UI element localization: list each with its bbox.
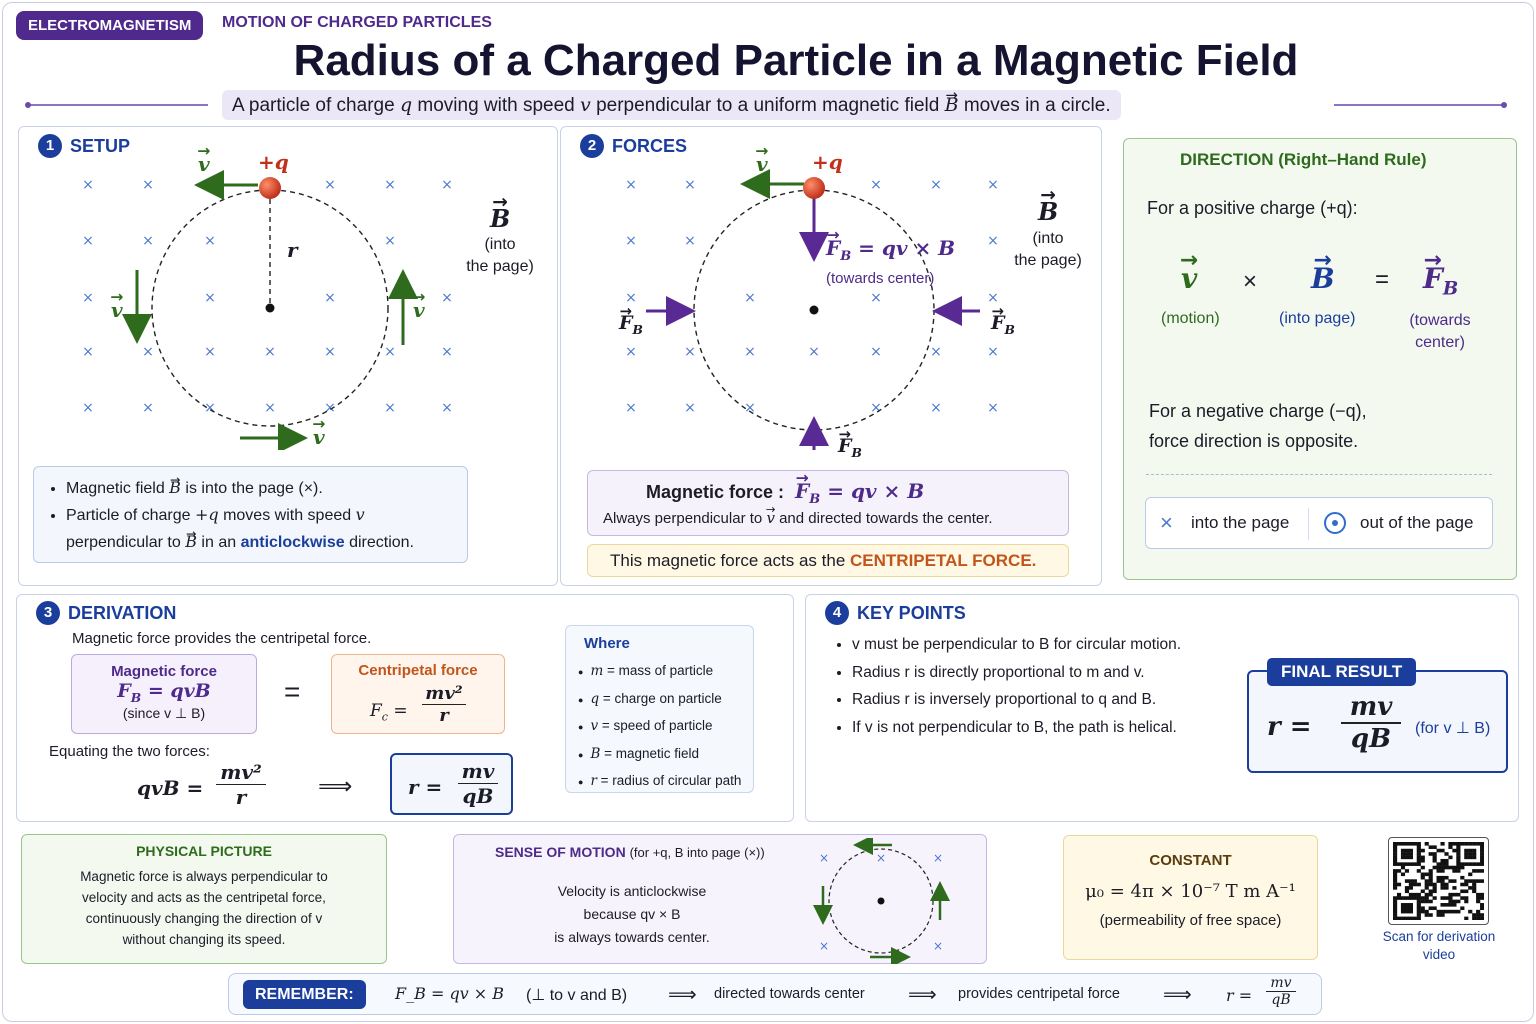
svg-text:×: × [142,177,154,193]
svg-text:×: × [987,177,999,193]
qr-code[interactable] [1388,837,1489,925]
force-label-left: → $F_B$ [619,312,643,337]
physical-picture-box [21,834,387,964]
svg-text:×: × [82,344,94,360]
velocity-label-right: → v [413,298,425,322]
subtopic-label: MOTION OF CHARGED PARTICLES [222,14,492,31]
centripetal-force-card: Centripetal force $F_c$ = mv² r [331,654,505,734]
svg-text:×: × [625,177,637,193]
svg-text:×: × [625,344,637,360]
b-field-note: (into the page) [466,236,534,275]
remember-step-1: directed towards center [714,986,865,1002]
svg-text:×: × [264,400,276,416]
remember-radius-fraction: mv qB [1266,975,1296,1008]
svg-text:×: × [82,177,94,193]
remember-label: REMEMBER: [243,980,366,1009]
svg-text:×: × [204,233,216,249]
svg-text:×: × [441,177,453,193]
rhr-equals: = [1375,266,1390,293]
where-item: ● q = charge on particle [578,690,722,707]
b-field-note: (into the page) [1014,230,1082,269]
qr-caption: Scan for derivation video [1382,929,1496,962]
where-list [578,658,741,796]
final-result-box: r = mv qB (for v ⊥ B) [1247,670,1508,773]
towards-center-note: (towards center) [826,270,935,287]
svg-text:×: × [384,400,396,416]
key-point: • Radius r is directly proportional to m and v. [852,659,1181,687]
rhr-field-note: (into page) [1279,310,1356,327]
forces-diagram [600,150,1020,450]
where-item: ● m = mass of particle [578,663,714,679]
svg-text:×: × [987,344,999,360]
rhr-force-note: (towards center) [1409,312,1471,351]
where-item: ● B = magnetic field [578,745,700,762]
key-point: • v must be perpendicular to B for circular motion. [852,631,1181,659]
b-field-label: → B [490,204,510,233]
charge-label: +q [258,150,289,174]
svg-text:×: × [744,400,756,416]
setup-heading: 1 SETUP [38,134,130,158]
setup-note: • Magnetic field → B is into the page (×). [66,475,467,502]
positive-charge-text: For a positive charge (+q): [1147,198,1358,218]
svg-text:×: × [82,400,94,416]
key-point: • If v is not perpendicular to B, the path is helical. [852,714,1181,742]
remember-arrow: ⟹ [908,984,937,1006]
where-item: ● v = speed of particle [578,718,713,734]
equating-text: Equating the two forces: [49,743,210,760]
svg-text:×: × [142,344,154,360]
radius-label: r [287,238,298,262]
rhr-force: → $F_B$ [1423,262,1458,300]
physical-picture-line: velocity and acts as the centripetal force, [82,890,326,905]
svg-text:×: × [870,400,882,416]
final-result-label: FINAL RESULT [1267,658,1416,686]
out-of-page-label: out of the page [1360,513,1474,532]
into-page-icon: × [1160,510,1173,535]
svg-text:×: × [384,233,396,249]
subtitle-statement: A particle of charge q moving with speed v perpendicular to a uniform magnetic field → B moves in a circle. [222,90,1121,120]
velocity-label-bottom: → v [313,425,325,449]
force-label-right: → $F_B$ [991,312,1015,337]
remember-force-note: (⊥ to v and B) [526,987,628,1004]
svg-text:×: × [384,177,396,193]
sense-of-motion-text: Velocity is anticlockwise because qv × B is always towards center. [554,883,710,945]
svg-text:×: × [684,177,696,193]
physical-picture-title: PHYSICAL PICTURE [136,843,272,859]
topic-tag: ELECTROMAGNETISM [16,11,203,40]
rhr-times: × [1243,268,1258,295]
svg-text:×: × [987,233,999,249]
svg-text:×: × [684,344,696,360]
svg-text:×: × [987,290,999,306]
sense-of-motion-title: SENSE OF MOTION (for +q, B into page (×)) [495,844,765,860]
remember-arrow: ⟹ [668,984,697,1006]
physical-picture-text [22,866,386,950]
svg-text:×: × [384,344,396,360]
svg-text:×: × [264,344,276,360]
velocity-label-top: → v [198,152,210,176]
svg-text:×: × [930,400,942,416]
derivation-equals: = [284,676,301,707]
force-equation-label: → $F_B$ = qv × B [826,236,955,264]
svg-text:×: × [625,233,637,249]
svg-text:×: × [684,400,696,416]
svg-text:×: × [930,177,942,193]
rhr-velocity-note: (motion) [1161,310,1220,327]
equating-fraction: mv² r [216,760,266,809]
where-item: ● r = radius of circular path [578,773,742,789]
physical-picture-line: without changing its speed. [122,932,286,947]
key-points-heading: 4 KEY POINTS [825,601,966,625]
svg-text:×: × [932,851,944,865]
physical-picture-line: continuously changing the direction of v [85,911,323,926]
svg-text:×: × [818,939,830,953]
svg-text:×: × [744,290,756,306]
header-rule-right [1334,104,1504,106]
magnetic-force-box [587,470,1069,536]
symbol-legend [1145,497,1493,549]
equating-lhs: qvB = [137,776,204,800]
into-page-label: into the page [1191,513,1290,532]
svg-text:×: × [204,290,216,306]
magnetic-force-note: Always perpendicular to → v and directed towards the center. [603,509,993,527]
svg-text:×: × [684,233,696,249]
svg-text:×: × [142,233,154,249]
svg-text:×: × [818,851,830,865]
svg-text:×: × [744,344,756,360]
rule-dot [1501,102,1507,108]
physical-picture-line: Magnetic force is always perpendicular to [80,869,328,884]
force-label-bottom: → $F_B$ [838,435,862,460]
svg-text:×: × [82,290,94,306]
derivation-intro: Magnetic force provides the centripetal force. [72,630,372,647]
svg-text:×: × [324,400,336,416]
svg-text:×: × [324,290,336,306]
direction-divider [1146,474,1492,475]
svg-text:×: × [324,344,336,360]
remember-radius-lhs: r = [1226,986,1253,1005]
constant-equation: μ₀ = 4π × 10⁻⁷ T m A⁻¹ [1085,881,1296,902]
page-title: Radius of a Charged Particle in a Magnetic Field [293,36,1299,85]
key-points-list [852,631,1181,741]
svg-text:×: × [324,177,336,193]
svg-text:×: × [204,400,216,416]
rhr-velocity: → v [1181,262,1197,295]
rule-dot [25,102,31,108]
key-point: • Radius r is inversely proportional to q and B. [852,686,1181,714]
remember-arrow: ⟹ [1163,984,1192,1006]
rhr-field: → B [1311,262,1335,295]
svg-text:×: × [870,290,882,306]
velocity-label: → v [756,152,768,176]
svg-text:×: × [875,851,887,865]
charge-label: +q [812,150,843,174]
implies-arrow: ⟹ [318,773,353,800]
svg-text:×: × [142,400,154,416]
constant-box [1063,835,1318,960]
magnetic-force-formula: Magnetic force : → $F_B$ = qv × B [646,479,924,507]
remember-step-2: provides centripetal force [958,986,1120,1002]
magnetic-force-card: Magnetic force $F_B$ = qvB (since v ⊥ B) [71,654,257,734]
svg-text:×: × [204,344,216,360]
svg-text:×: × [808,344,820,360]
where-box: Where ● m = mass of particle ● q = charge on particle ● v = speed of particle ● B = magnetic field ● r = radius of circular path [565,625,754,793]
constant-title: CONSTANT [1149,852,1232,869]
qr-code-icon [1393,842,1484,920]
legend-divider [1308,508,1309,540]
svg-text:×: × [870,177,882,193]
svg-text:×: × [82,233,94,249]
svg-text:×: × [870,344,882,360]
direction-heading: DIRECTION (Right–Hand Rule) [1180,150,1427,169]
svg-text:×: × [625,290,637,306]
constant-note: (permeability of free space) [1099,912,1282,929]
centripetal-callout: This magnetic force acts as the CENTRIPETAL FORCE. [587,544,1069,577]
svg-text:×: × [987,400,999,416]
velocity-label-left: → v [111,298,123,322]
derived-radius-box: r = mv qB [390,753,513,815]
forces-heading: 2 FORCES [580,134,687,158]
svg-text:×: × [441,344,453,360]
setup-notes [33,466,468,563]
svg-text:×: × [930,344,942,360]
negative-charge-text: For a negative charge (−q), force direction is opposite. [1149,401,1367,451]
svg-text:×: × [441,290,453,306]
sense-of-motion-diagram [812,838,952,964]
remember-force-eq: F_B = qv × B [395,984,505,1003]
svg-text:×: × [441,400,453,416]
out-of-page-icon [1324,512,1346,534]
header-rule-left [28,104,208,106]
setup-note: • Particle of charge +q moves with speed v perpendicular to → B in an anticlockwise direction. [66,502,467,556]
svg-text:×: × [932,939,944,953]
derivation-heading: 3 DERIVATION [36,601,176,625]
svg-text:×: × [625,400,637,416]
b-field-label: → B [1038,197,1058,226]
